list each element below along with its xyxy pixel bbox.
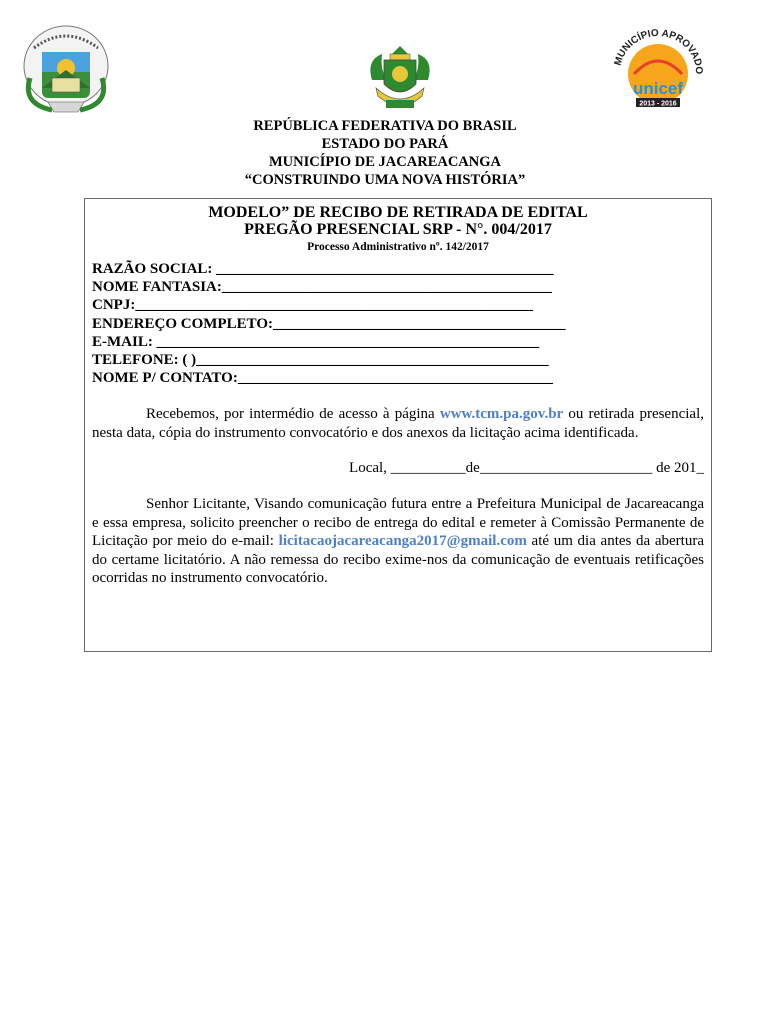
field-endereco: ENDEREÇO COMPLETO:_______________________________________	[92, 315, 566, 332]
field-telefone: TELEFONE: ( )_______________________________________________	[92, 352, 549, 369]
field-email: E-MAIL: ___________________________________________________	[92, 333, 540, 350]
state-coat-of-arms-logo	[362, 44, 438, 116]
form-title	[85, 204, 711, 238]
unicef-brand-text: unicef	[632, 79, 684, 98]
instructions-paragraph	[92, 495, 704, 588]
header-line-republic: REPÚBLICA FEDERATIVA DO BRASIL	[253, 118, 517, 134]
header-line-state: ESTADO DO PARÁ	[321, 136, 449, 152]
header-line-municipality: MUNICÍPIO DE JACAREACANGA	[269, 154, 501, 170]
receipt-paragraph	[92, 405, 704, 442]
field-nome-fantasia: NOME FANTASIA:____________________________________________	[92, 279, 552, 296]
form-title-line1: MODELO” DE RECIBO DE RETIRADA DE EDITAL	[208, 204, 588, 221]
form-title-line2: PREGÃO PRESENCIAL SRP - N°. 004/2017	[244, 221, 552, 238]
contact-email-link[interactable]: licitacaojacareacanga2017@gmail.com	[278, 533, 527, 550]
receipt-form-box	[84, 198, 712, 652]
seal-arc-text: MUNICÍPIO APROVADO	[612, 28, 705, 75]
field-cnpj: CNPJ:_____________________________________________________	[92, 297, 533, 314]
field-nome-contato: NOME P/ CONTATO:__________________________________________	[92, 370, 553, 387]
form-fields	[92, 260, 711, 387]
form-subtitle: Processo Administrativo nº. 142/2017	[307, 241, 489, 253]
field-razao-social: RAZÃO SOCIAL: _____________________________________________	[92, 261, 554, 277]
tcm-website-link[interactable]: www.tcm.pa.gov.br	[439, 406, 564, 423]
document-header	[0, 117, 770, 189]
receipt-paragraph-start: Recebemos, por intermédio de acesso à página	[146, 406, 440, 423]
seal-years-text: 2013 - 2016	[639, 100, 677, 108]
unicef-approved-seal-logo	[606, 28, 710, 114]
instructions-paragraph-start: Senhor Licitante, Visando comunicação futura entre a Prefeitura Municipal de Jacareacanga e essa empresa, solicito preencher o recibo de entrega do edital e remeter à Comissão Permanente de Licitação por meio do e-mail:	[92, 496, 704, 550]
municipal-crest-logo	[12, 18, 120, 118]
header-line-motto: “CONSTRUINDO UMA NOVA HISTÓRIA”	[244, 172, 526, 188]
local-date-line: Local, __________de_______________________ de 201_	[349, 460, 704, 477]
instructions-paragraph-end: até um dia antes da abertura do certame licitatório. A não remessa do recibo exime-nos da comunicação de eventuais retificações ocorridas no instrumento convocatório.	[92, 533, 705, 587]
receipt-paragraph-end: ou retirada presencial, nesta data, cópia do instrumento convocatório e dos anexos da licitação acima identificada.	[92, 406, 704, 441]
